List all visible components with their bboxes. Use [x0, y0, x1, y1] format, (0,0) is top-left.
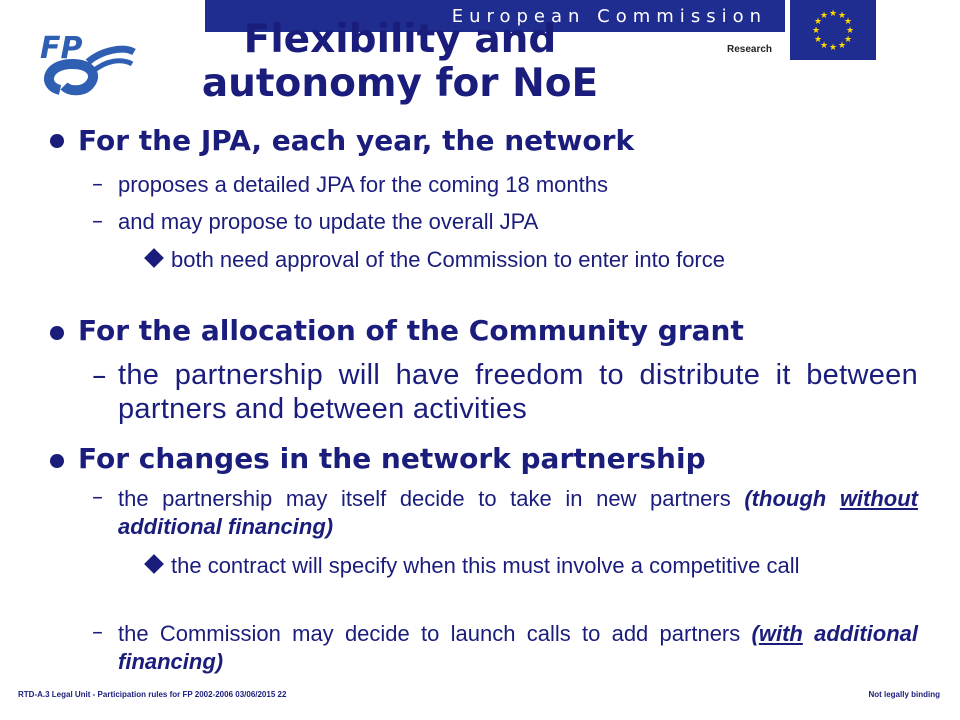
- slide-title: [180, 18, 620, 106]
- subitem-approval: both need approval of the Commission to enter into force: [171, 247, 725, 272]
- svg-text:★: ★: [813, 17, 823, 27]
- list-item-jpa-2: and may propose to update the overall JPA: [118, 209, 539, 234]
- fp6-logo-icon: [32, 20, 140, 100]
- list-item-jpa-1: proposes a detailed JPA for the coming 18 months: [118, 172, 608, 197]
- dash-icon: –: [92, 620, 103, 645]
- paren-open: (: [751, 621, 759, 646]
- bullet-dot-icon: [50, 134, 64, 148]
- banner-text: European Commission: [451, 5, 767, 27]
- paren-close: additional financing): [118, 621, 919, 674]
- dash-icon: –: [92, 485, 103, 510]
- section-heading-partnership: For changes in the network partnership: [78, 442, 706, 475]
- list-item-grant-1: the partnership will have freedom to distribute it between partners and between activities: [118, 359, 918, 425]
- title-line-1: Flexibility and: [243, 17, 557, 62]
- list-item-partnership-1-text: the partnership may itself decide to take in new partners: [118, 486, 731, 511]
- research-label: Research: [727, 44, 773, 55]
- emphasis-with: with: [758, 621, 803, 646]
- eu-flag-icon: [790, 0, 876, 60]
- svg-text:★: ★: [828, 43, 838, 53]
- list-item-partnership-2: [118, 620, 918, 676]
- svg-text:★: ★: [837, 41, 847, 51]
- svg-text:★: ★: [819, 41, 829, 51]
- paren-open: (though: [744, 486, 840, 511]
- section-heading-grant: For the allocation of the Community grant: [78, 314, 744, 347]
- svg-text:★: ★: [837, 11, 847, 21]
- svg-text:★: ★: [819, 11, 829, 21]
- footer-source: RTD-A.3 Legal Unit - Participation rules for FP 2002-2006 03/06/2015 22: [18, 690, 287, 699]
- dash-icon: –: [92, 172, 103, 197]
- bullet-dot-icon: [50, 326, 64, 340]
- paren-close: additional financing): [118, 514, 334, 539]
- svg-text:★: ★: [828, 9, 838, 19]
- svg-text:★: ★: [843, 17, 853, 27]
- svg-text:★: ★: [845, 26, 855, 36]
- section-heading-jpa: For the JPA, each year, the network: [78, 124, 635, 157]
- subitem-competitive-call: the contract will specify when this must involve a competitive call: [171, 553, 800, 578]
- dash-icon: –: [92, 358, 107, 392]
- footer-disclaimer: Not legally binding: [868, 690, 940, 699]
- svg-text:FP: FP: [40, 31, 83, 66]
- list-item-partnership-1: [118, 485, 918, 541]
- emphasis-without: without: [839, 486, 919, 511]
- title-line-2: autonomy for NoE: [201, 61, 599, 106]
- bullet-dot-icon: [50, 454, 64, 468]
- svg-text:★: ★: [813, 35, 823, 45]
- list-item-partnership-2-text: the Commission may decide to launch calls to add partners: [118, 621, 741, 646]
- svg-text:★: ★: [811, 26, 821, 36]
- svg-text:★: ★: [843, 35, 853, 45]
- dash-icon: –: [92, 209, 103, 234]
